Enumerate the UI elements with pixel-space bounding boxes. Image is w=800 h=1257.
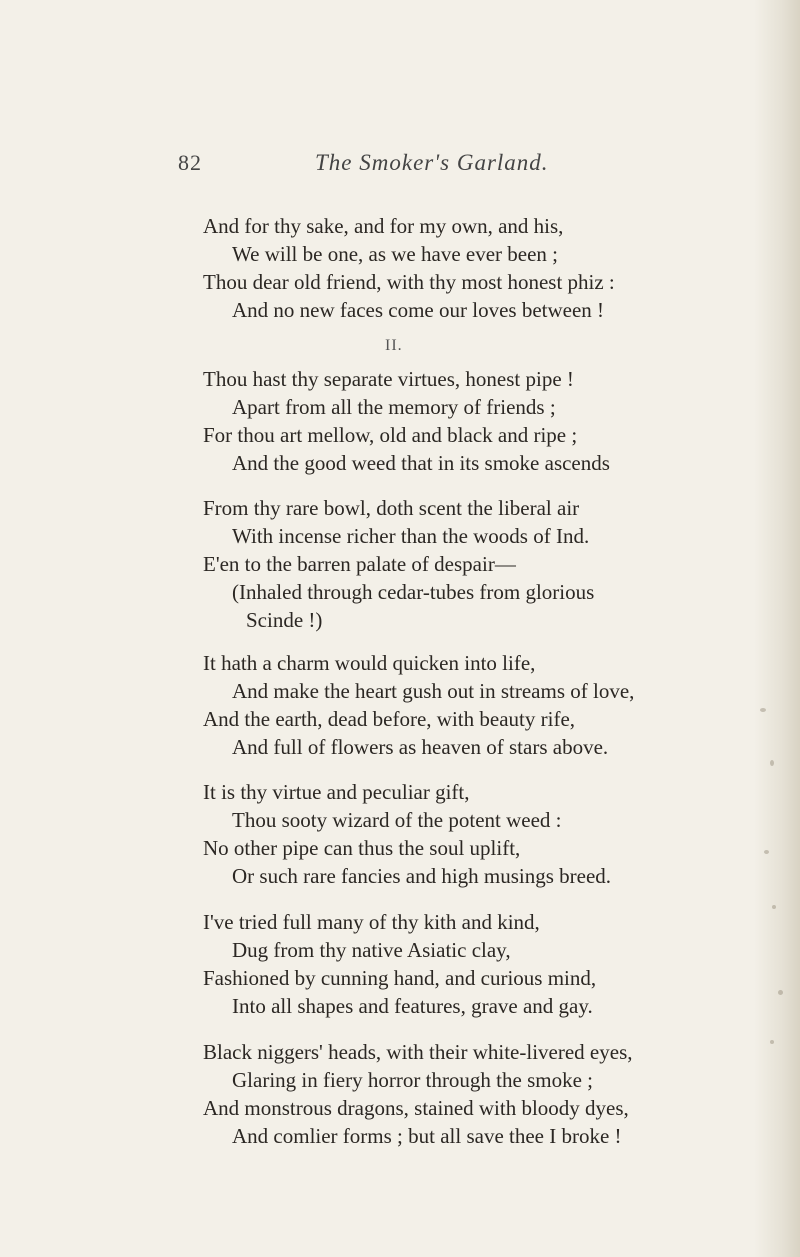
poem-line: From thy rare bowl, doth scent the liberal air	[203, 496, 580, 520]
poem-line: Thou sooty wizard of the potent weed :	[232, 808, 562, 832]
poem-line: It hath a charm would quicken into life,	[203, 651, 536, 675]
poem-line: And the earth, dead before, with beauty rife,	[203, 707, 576, 731]
poem-line: E'en to the barren palate of despair—	[203, 552, 516, 576]
paper-speck	[770, 760, 774, 766]
poem-line: Fashioned by cunning hand, and curious mind,	[203, 966, 597, 990]
paper-speck	[760, 708, 766, 712]
poem-line: And for thy sake, and for my own, and his,	[203, 214, 564, 238]
paper-speck	[764, 850, 769, 854]
poem-line: (Inhaled through cedar-tubes from glorious	[232, 580, 595, 604]
poem-line: Thou hast thy separate virtues, honest pipe !	[203, 367, 574, 391]
poem-line: And no new faces come our loves between !	[232, 298, 605, 322]
poem-line: With incense richer than the woods of Ind.	[232, 524, 590, 548]
poem-line: Black niggers' heads, with their white-livered eyes,	[203, 1040, 633, 1064]
poem-line: And comlier forms ; but all save thee I broke !	[232, 1124, 622, 1148]
poem-line: For thou art mellow, old and black and ripe ;	[203, 423, 578, 447]
poem-line: I've tried full many of thy kith and kind,	[203, 910, 540, 934]
poem-line: And monstrous dragons, stained with bloody dyes,	[203, 1096, 629, 1120]
paper-speck	[778, 990, 783, 995]
poem-line: Or such rare fancies and high musings breed.	[232, 864, 612, 888]
poem-line: We will be one, as we have ever been ;	[232, 242, 559, 266]
page-number: 82	[178, 150, 202, 175]
poem-line: And the good weed that in its smoke ascends	[232, 451, 610, 475]
page-header	[0, 150, 800, 180]
poem-line: It is thy virtue and peculiar gift,	[203, 780, 470, 804]
running-title: The Smoker's Garland.	[315, 150, 549, 175]
page-edge-shadow	[754, 0, 800, 1257]
paper-speck	[772, 905, 776, 909]
poem-line: Scinde !)	[246, 608, 323, 632]
poem-line: Thou dear old friend, with thy most honest phiz :	[203, 270, 615, 294]
poem-line: No other pipe can thus the soul uplift,	[203, 836, 521, 860]
poem-line: Apart from all the memory of friends ;	[232, 395, 556, 419]
poem-line: Dug from thy native Asiatic clay,	[232, 938, 511, 962]
poem-line: Into all shapes and features, grave and gay.	[232, 994, 593, 1018]
section-numeral: II.	[385, 337, 403, 354]
poem-line: And full of flowers as heaven of stars above.	[232, 735, 609, 759]
poem-line: Glaring in fiery horror through the smoke ;	[232, 1068, 593, 1092]
paper-speck	[770, 1040, 774, 1044]
poem-line: And make the heart gush out in streams of love,	[232, 679, 635, 703]
